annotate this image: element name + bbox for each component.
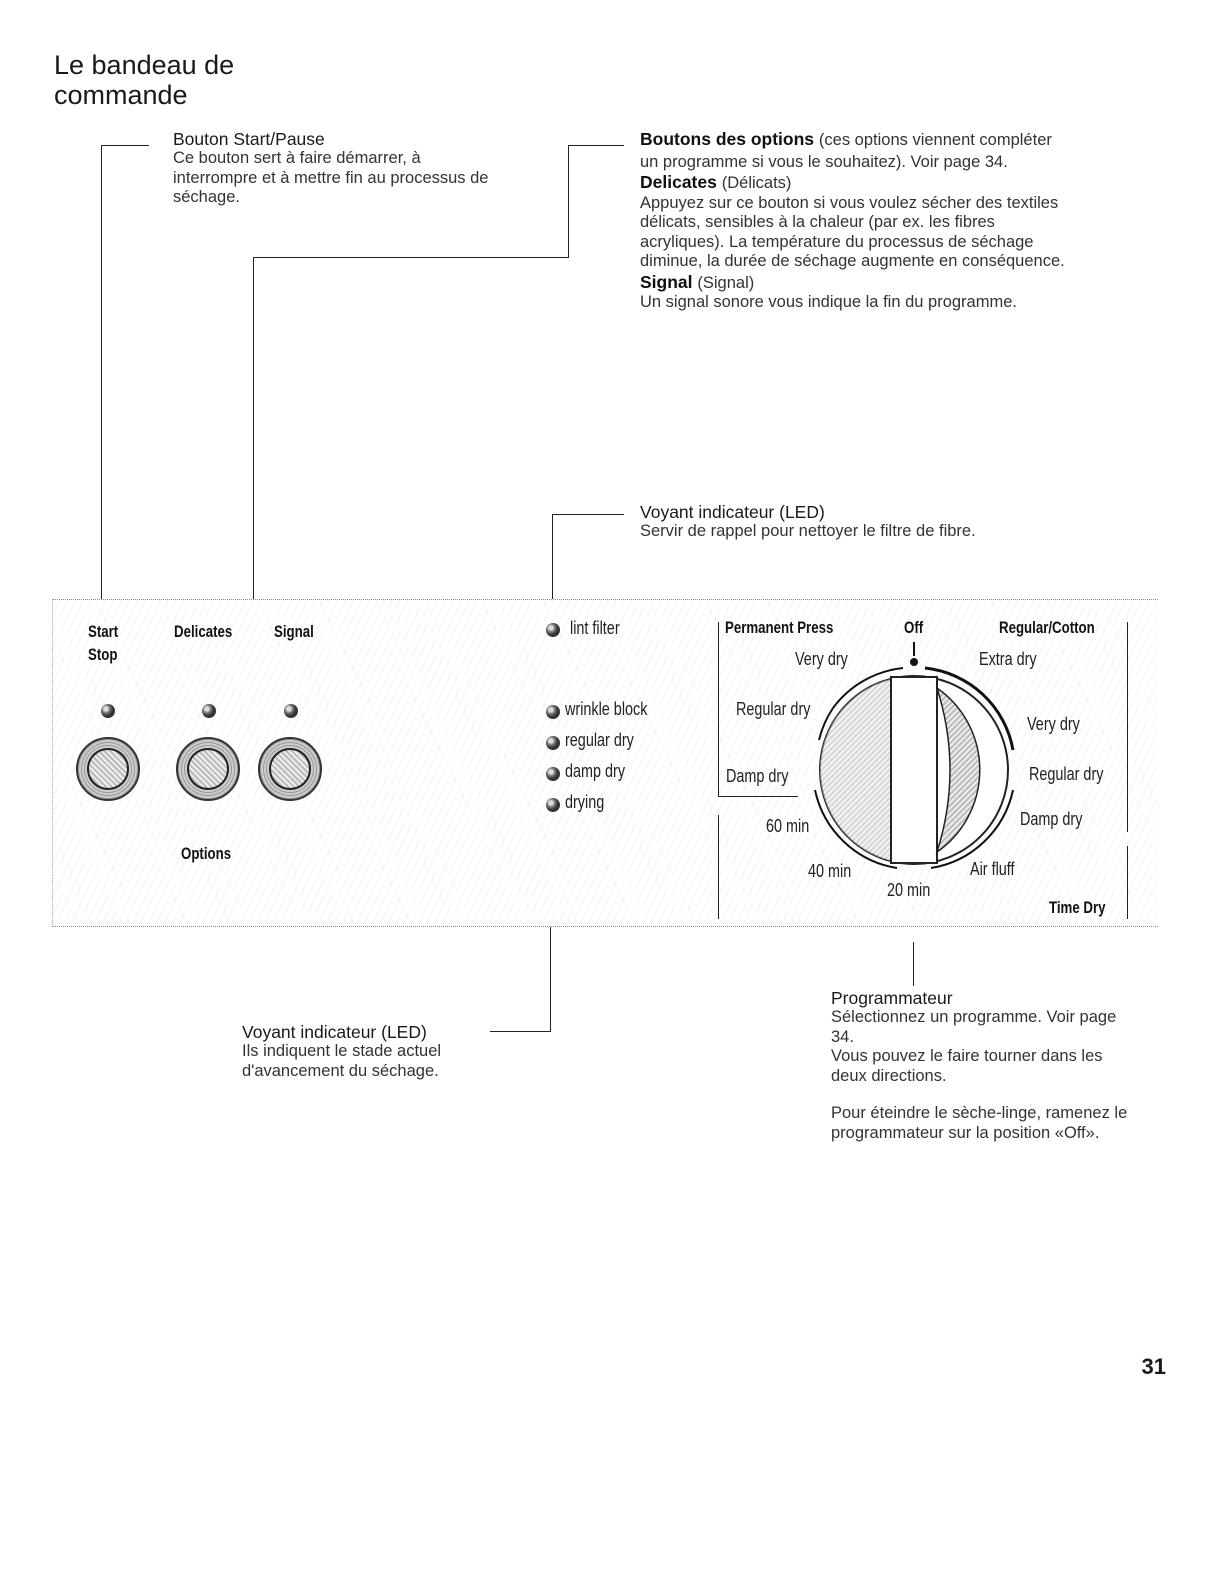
permanent-press-label: Permanent Press: [725, 618, 834, 637]
delicates-button[interactable]: [176, 737, 240, 801]
delicates-note: (Délicats): [721, 174, 792, 192]
leader-line: [552, 514, 553, 608]
perm-press-bracket: [718, 796, 798, 797]
programmer-heading: Programmateur: [831, 988, 953, 1008]
lint-filter-led-icon: [546, 623, 560, 637]
progress-label: regular dry: [565, 730, 634, 750]
perm-press-bracket: [718, 622, 719, 796]
dial-label: Regular dry: [1029, 764, 1104, 784]
leader-line: [253, 257, 569, 258]
led-bottom-heading: Voyant indicateur (LED): [242, 1022, 427, 1042]
start-pause-section: [173, 129, 503, 208]
led-top-text: Servir de rappel pour nettoyer le filtre de fibre.: [640, 522, 976, 540]
dial-label: Regular dry: [736, 699, 811, 719]
dial-label: Very dry: [795, 649, 848, 669]
leader-line: [913, 942, 914, 986]
programmer-text: Pour éteindre le sèche-linge, ramenez le programmateur sur la position «Off».: [831, 1104, 1128, 1142]
start-pause-heading: Bouton Start/Pause: [173, 129, 325, 149]
signal-button[interactable]: [258, 737, 322, 801]
led-bottom-section: [242, 1022, 502, 1081]
wrinkle-block-led-icon: [546, 705, 560, 719]
delicates-label: Delicates: [174, 622, 233, 641]
led-bottom-text: Ils indiquent le stade actuel d'avancement du séchage.: [242, 1042, 442, 1080]
start-stop-button[interactable]: [76, 737, 140, 801]
signal-heading: Signal: [640, 271, 693, 292]
regular-cotton-bracket: [1127, 622, 1128, 832]
led-top-section: [640, 502, 1070, 542]
dial-label: 60 min: [766, 816, 810, 836]
programmer-text: Sélectionnez un programme. Voir page 34.: [831, 1008, 1117, 1046]
led-top-heading: Voyant indicateur (LED): [640, 502, 825, 522]
delicates-text: Appuyez sur ce bouton si vous voulez sécher des textiles délicats, sensibles à la chaleur (par ex. les fibres acryliques). La température du processus de séchage diminue, la durée de séchage augmente en conséquence.: [640, 193, 1065, 270]
time-dry-bracket: [718, 815, 719, 919]
signal-led-icon: [284, 704, 298, 718]
regular-cotton-label: Regular/Cotton: [999, 618, 1095, 637]
regular-dry-led-icon: [546, 736, 560, 750]
drying-led-icon: [546, 798, 560, 812]
dial-label: Damp dry: [726, 766, 789, 786]
options-section: [640, 129, 1070, 313]
dial-label: Damp dry: [1020, 809, 1083, 829]
dial-label: Very dry: [1027, 714, 1080, 734]
damp-dry-led-icon: [546, 767, 560, 781]
signal-label: Signal: [274, 622, 314, 641]
programmer-section: [831, 988, 1131, 1143]
start-pause-text: Ce bouton sert à faire démarrer, à interrompre et à mettre fin au processus de séchage.: [173, 149, 489, 206]
leader-line: [101, 145, 149, 146]
programmer-text: Vous pouvez le faire tourner dans les deux directions.: [831, 1047, 1103, 1085]
leader-line: [101, 145, 102, 625]
options-heading-note: (ces options viennent compléter un programme si vous le souhaitez). Voir page 34.: [640, 131, 1052, 171]
stop-label: Stop: [88, 645, 118, 664]
start-led-icon: [101, 704, 115, 718]
start-label: Start: [88, 622, 119, 641]
progress-label: damp dry: [565, 761, 626, 781]
leader-line: [568, 145, 569, 257]
options-label: Options: [181, 844, 232, 863]
page-title: Le bandeau de commande: [54, 50, 235, 110]
program-dial[interactable]: [803, 640, 1033, 890]
dial-label: 40 min: [808, 861, 852, 881]
control-panel: [52, 599, 1158, 927]
delicates-led-icon: [202, 704, 216, 718]
off-label: Off: [904, 618, 924, 637]
progress-label: drying: [565, 792, 605, 812]
time-dry-bracket: [1127, 846, 1128, 919]
time-dry-label: Time Dry: [1049, 898, 1106, 917]
dial-label: Air fluff: [970, 859, 1015, 879]
lint-filter-label: lint filter: [570, 618, 620, 638]
options-heading: Boutons des options: [640, 129, 815, 149]
page-number: 31: [1141, 1354, 1166, 1379]
leader-line: [552, 514, 624, 515]
dial-label: 20 min: [887, 880, 931, 900]
leader-line: [568, 145, 624, 146]
leader-line: [253, 257, 254, 637]
signal-text: Un signal sonore vous indique la fin du programme.: [640, 293, 1017, 311]
signal-note: (Signal): [697, 273, 755, 292]
progress-label: wrinkle block: [565, 699, 648, 719]
delicates-heading: Delicates: [640, 172, 717, 192]
dial-label: Extra dry: [979, 649, 1037, 669]
